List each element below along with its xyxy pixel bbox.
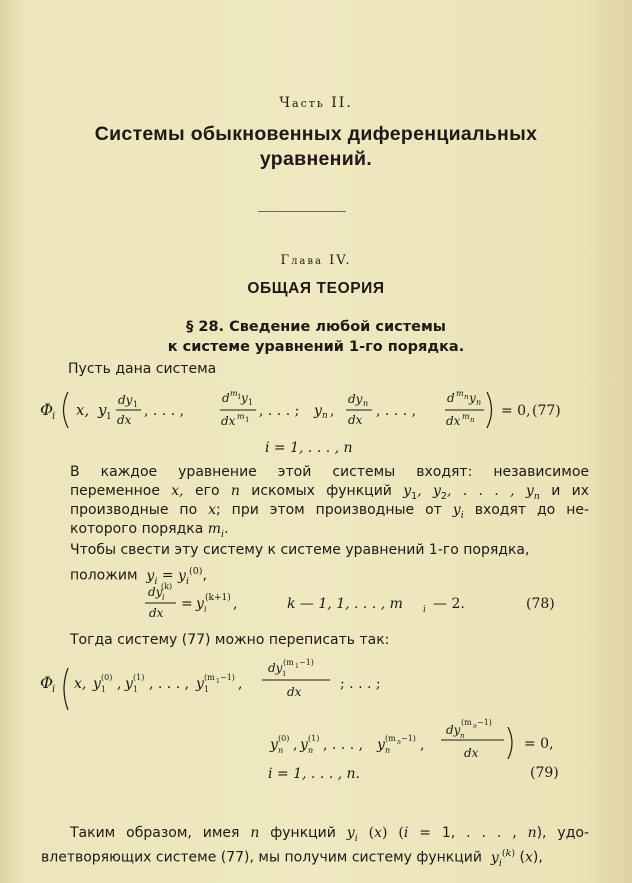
svg-text:= 0,: = 0, [501, 403, 531, 419]
svg-text:dy: dy [148, 585, 163, 599]
svg-text:(k+1): (k+1) [205, 593, 231, 603]
svg-text:1: 1 [248, 398, 254, 407]
svg-text:dx: dx [149, 606, 164, 620]
svg-text:(1): (1) [133, 673, 145, 682]
svg-text:(m: (m [283, 658, 294, 667]
svg-text:n: n [464, 393, 469, 401]
svg-text:y: y [196, 676, 204, 692]
svg-text:y: y [300, 737, 308, 753]
svg-text:n: n [476, 398, 482, 407]
svg-text:y: y [93, 676, 101, 692]
section-heading-line-2: к системе уравнений 1-го порядка. [167, 339, 465, 355]
section-heading-line-1: § 28. Сведение любой системы [186, 319, 446, 335]
svg-text:(0): (0) [101, 673, 113, 682]
svg-text:m: m [462, 412, 470, 421]
equation-78-range: k — 1, 1, . . . , m [287, 596, 403, 612]
svg-text:, . . . ,: , . . . , [323, 737, 364, 753]
chapter-subtitle: ОБЩАЯ ТЕОРИЯ [247, 280, 385, 297]
part-title-line-1: Системы обыкновенных диференциальных [94, 123, 538, 145]
svg-text:Φ: Φ [40, 400, 54, 419]
svg-text:; . . . ;: ; . . . ; [340, 676, 381, 692]
svg-text:y: y [377, 737, 385, 753]
svg-text:x,: x, [74, 676, 87, 692]
svg-text:dx: dx [117, 413, 132, 427]
svg-text:, . . . ;: , . . . ; [259, 403, 300, 419]
svg-text:1: 1 [295, 663, 299, 670]
svg-text:1: 1 [237, 393, 242, 401]
svg-text:(k): (k) [161, 582, 173, 591]
svg-text:−1): −1) [401, 734, 416, 743]
svg-text:,: , [293, 737, 298, 753]
then-line: Тогда систему (77) можно переписать так: [70, 632, 390, 648]
svg-text:=: = [181, 596, 193, 612]
svg-text:−1): −1) [220, 673, 235, 682]
svg-text:1: 1 [204, 685, 210, 694]
svg-text:dx: dx [348, 413, 363, 427]
svg-text:m: m [230, 389, 238, 398]
svg-text:(1): (1) [308, 734, 320, 743]
svg-text:1: 1 [106, 412, 112, 422]
paragraph-2-line-1: Чтобы свести эту систему к системе уравнений 1-го порядка, [70, 542, 530, 558]
paragraph-3-line-1: Таким образом, имея n функций $y_i$ (x) (i = 1, . . . , n), удо- [70, 825, 590, 844]
svg-text:dy: dy [268, 661, 283, 675]
svg-text:y: y [314, 403, 322, 419]
svg-text:i: i [52, 411, 56, 422]
equation-77-number: (77) [532, 403, 561, 419]
svg-text:n: n [308, 746, 314, 755]
part-heading: Часть II. [279, 95, 353, 111]
svg-text:y: y [469, 391, 476, 405]
svg-text:n: n [470, 416, 475, 424]
svg-text:n: n [385, 746, 391, 755]
intro-line: Пусть дана система [68, 361, 217, 377]
equation-77 [0, 372, 632, 464]
svg-text:dx: dx [287, 685, 302, 699]
svg-text:,: , [233, 596, 238, 612]
svg-text:(m: (m [204, 673, 215, 682]
svg-text:,: , [117, 676, 122, 692]
paragraph-1-line-1: В каждое уравнение этой системы входят: независимое [70, 464, 589, 480]
section-heading [0, 317, 632, 357]
equation-78 [0, 582, 632, 622]
svg-text:−1): −1) [477, 718, 492, 727]
svg-text:dy: dy [118, 393, 133, 407]
svg-text:, . . . ,: , . . . , [376, 403, 417, 419]
svg-text:y: y [98, 401, 107, 419]
svg-text:i: i [204, 605, 207, 614]
svg-text:d: d [447, 391, 455, 405]
equation-77-index-range: i = 1, . . . , n [265, 440, 353, 456]
svg-text:−1): −1) [299, 658, 314, 667]
svg-text:(m: (m [385, 734, 396, 743]
svg-text:1: 1 [245, 416, 250, 424]
chapter-heading: Глава IV. [280, 253, 352, 268]
paragraph-2-line-2: положим $y_i = y_i^{(0)}$, [70, 566, 207, 587]
svg-text:,: , [238, 676, 243, 692]
paragraph-1-line-4: которого порядка $m_i$. [70, 521, 229, 540]
svg-text:n: n [397, 739, 401, 746]
svg-text:(m: (m [461, 718, 472, 727]
svg-text:= 0,: = 0, [524, 736, 554, 752]
svg-text:dx: dx [446, 414, 461, 428]
svg-text:n: n [322, 411, 328, 421]
svg-text:n: n [473, 723, 477, 730]
svg-text:1: 1 [133, 400, 139, 409]
svg-text:1: 1 [133, 685, 139, 694]
svg-text:i: i [162, 593, 165, 602]
svg-text:(0): (0) [278, 734, 290, 743]
svg-text:dy: dy [446, 723, 461, 737]
svg-text:1: 1 [216, 678, 220, 685]
svg-text:dx: dx [464, 746, 479, 760]
svg-text:m: m [456, 389, 464, 398]
equation-78-number: (78) [526, 596, 555, 612]
svg-text:d: d [222, 391, 230, 405]
svg-text:y: y [196, 596, 204, 612]
svg-text:, . . . ,: , . . . , [144, 403, 185, 419]
svg-text:1: 1 [101, 685, 107, 694]
section-divider [258, 211, 346, 212]
part-title-line-2: уравнений. [259, 148, 373, 170]
equation-79-number: (79) [530, 765, 559, 781]
svg-text:i: i [423, 605, 426, 615]
equation-78-range-tail: — 2. [433, 596, 465, 612]
equation-79 [0, 654, 632, 789]
paragraph-1-line-2: переменное x, его n искомых функций $y_1$, $y_2$, . . . , $y_n$ и их [70, 483, 590, 502]
svg-text:dx: dx [221, 414, 236, 428]
svg-text:m: m [237, 412, 245, 421]
paragraph-1-line-3: производные по x; при этом производные от $y_i$ входят до не- [70, 502, 590, 521]
svg-text:n: n [460, 732, 465, 740]
equation-79-index-range: i = 1, . . . , n. [268, 766, 360, 782]
svg-text:x,: x, [76, 401, 90, 419]
svg-text:,: , [330, 403, 335, 419]
svg-text:n: n [363, 399, 369, 408]
svg-text:, . . . ,: , . . . , [149, 676, 190, 692]
svg-text:y: y [125, 676, 133, 692]
svg-text:Φ: Φ [40, 673, 54, 692]
part-title [0, 122, 632, 172]
svg-text:n: n [278, 746, 284, 755]
svg-text:,: , [420, 737, 425, 753]
svg-text:y: y [270, 737, 278, 753]
svg-text:1: 1 [282, 670, 287, 678]
paragraph-3-line-2: влетворяющих системе (77), мы получим систему функций $y_i^{(k)}$ (x), [41, 848, 543, 869]
svg-text:dy: dy [348, 392, 363, 406]
svg-text:y: y [241, 391, 248, 405]
svg-text:i: i [52, 684, 56, 695]
